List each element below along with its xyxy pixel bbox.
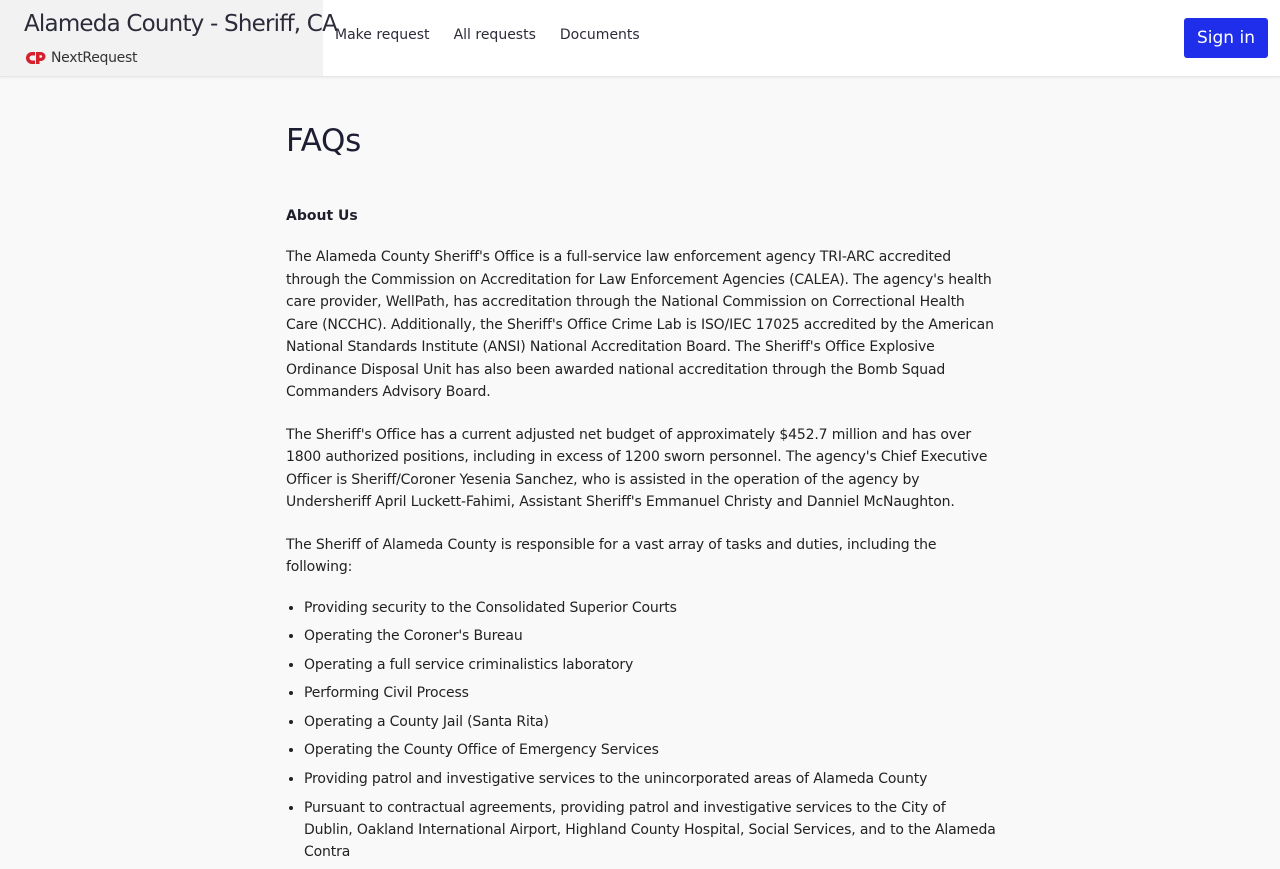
list-item: • Operating a full service criminalistics laboratory bbox=[304, 654, 998, 676]
top-header bbox=[0, 0, 1280, 77]
nextrequest-logo-icon bbox=[25, 51, 47, 65]
main-nav bbox=[335, 25, 640, 45]
list-item: • Performing Civil Process bbox=[304, 682, 998, 704]
budget-paragraph: The Sheriff's Office has a current adjusted net budget of approximately $452.7 million and has over 1800 authorized positions, including in excess of 1200 sworn personnel. The agency's Chief Executive Officer is Sheriff/Coroner Yesenia Sanchez, who is assisted in the operation of the agency by Undersheriff April Luckett-Fahimi, Assistant Sheriff's Emmanuel Christy and Danniel McNaughton. bbox=[286, 426, 988, 510]
list-item: • Providing patrol and investigative services to the unincorporated areas of Alameda County bbox=[304, 768, 998, 790]
duties-intro-paragraph: The Sheriff of Alameda County is responsible for a vast array of tasks and duties, including the following: bbox=[286, 536, 937, 575]
list-item: • Operating a County Jail (Santa Rita) bbox=[304, 711, 998, 733]
nav-make-request[interactable]: Make request bbox=[335, 27, 430, 43]
brand-name: NextRequest bbox=[51, 50, 138, 66]
agency-title[interactable]: Alameda County - Sheriff, CA bbox=[24, 11, 337, 37]
list-item: • Operating the County Office of Emergency Services bbox=[304, 739, 998, 761]
nav-documents[interactable]: Documents bbox=[559, 27, 640, 43]
nav-all-requests[interactable]: All requests bbox=[453, 27, 536, 43]
list-item: • Providing security to the Consolidated Superior Courts bbox=[304, 597, 998, 619]
faq-content bbox=[286, 76, 998, 869]
section-heading-about-us: About Us bbox=[286, 208, 358, 224]
duties-list bbox=[286, 597, 998, 863]
about-paragraph: The Alameda County Sheriff's Office is a full-service law enforcement agency TRI-ARC accredited through the Commission on Accreditation for Law Enforcement Agencies (CALEA). The agency's health care provider, WellPath, has accreditation through the National Commission on Correctional Health Care (NCCHC). Additionally, the Sheriff's Office Crime Lab is ISO/IEC 17025 accredited by the American National Standards Institute (ANSI) National Accreditation Board. The Sheriff's Office Explosive Ordinance Disposal Unit has also been awarded national accreditation through the Bomb Squad Commanders Advisory Board. bbox=[286, 249, 994, 400]
list-item: • Pursuant to contractual agreements, providing patrol and investigative services to the City of Dublin, Oakland International Airport, Highland County Hospital, Social Services, and to the Alameda Contra bbox=[304, 797, 998, 863]
page-title: FAQs bbox=[286, 123, 361, 159]
nextrequest-logo bbox=[25, 49, 137, 67]
brand-block bbox=[0, 0, 337, 76]
list-item: • Operating the Coroner's Bureau bbox=[304, 625, 998, 647]
sign-in-button[interactable]: Sign in bbox=[1184, 18, 1268, 58]
